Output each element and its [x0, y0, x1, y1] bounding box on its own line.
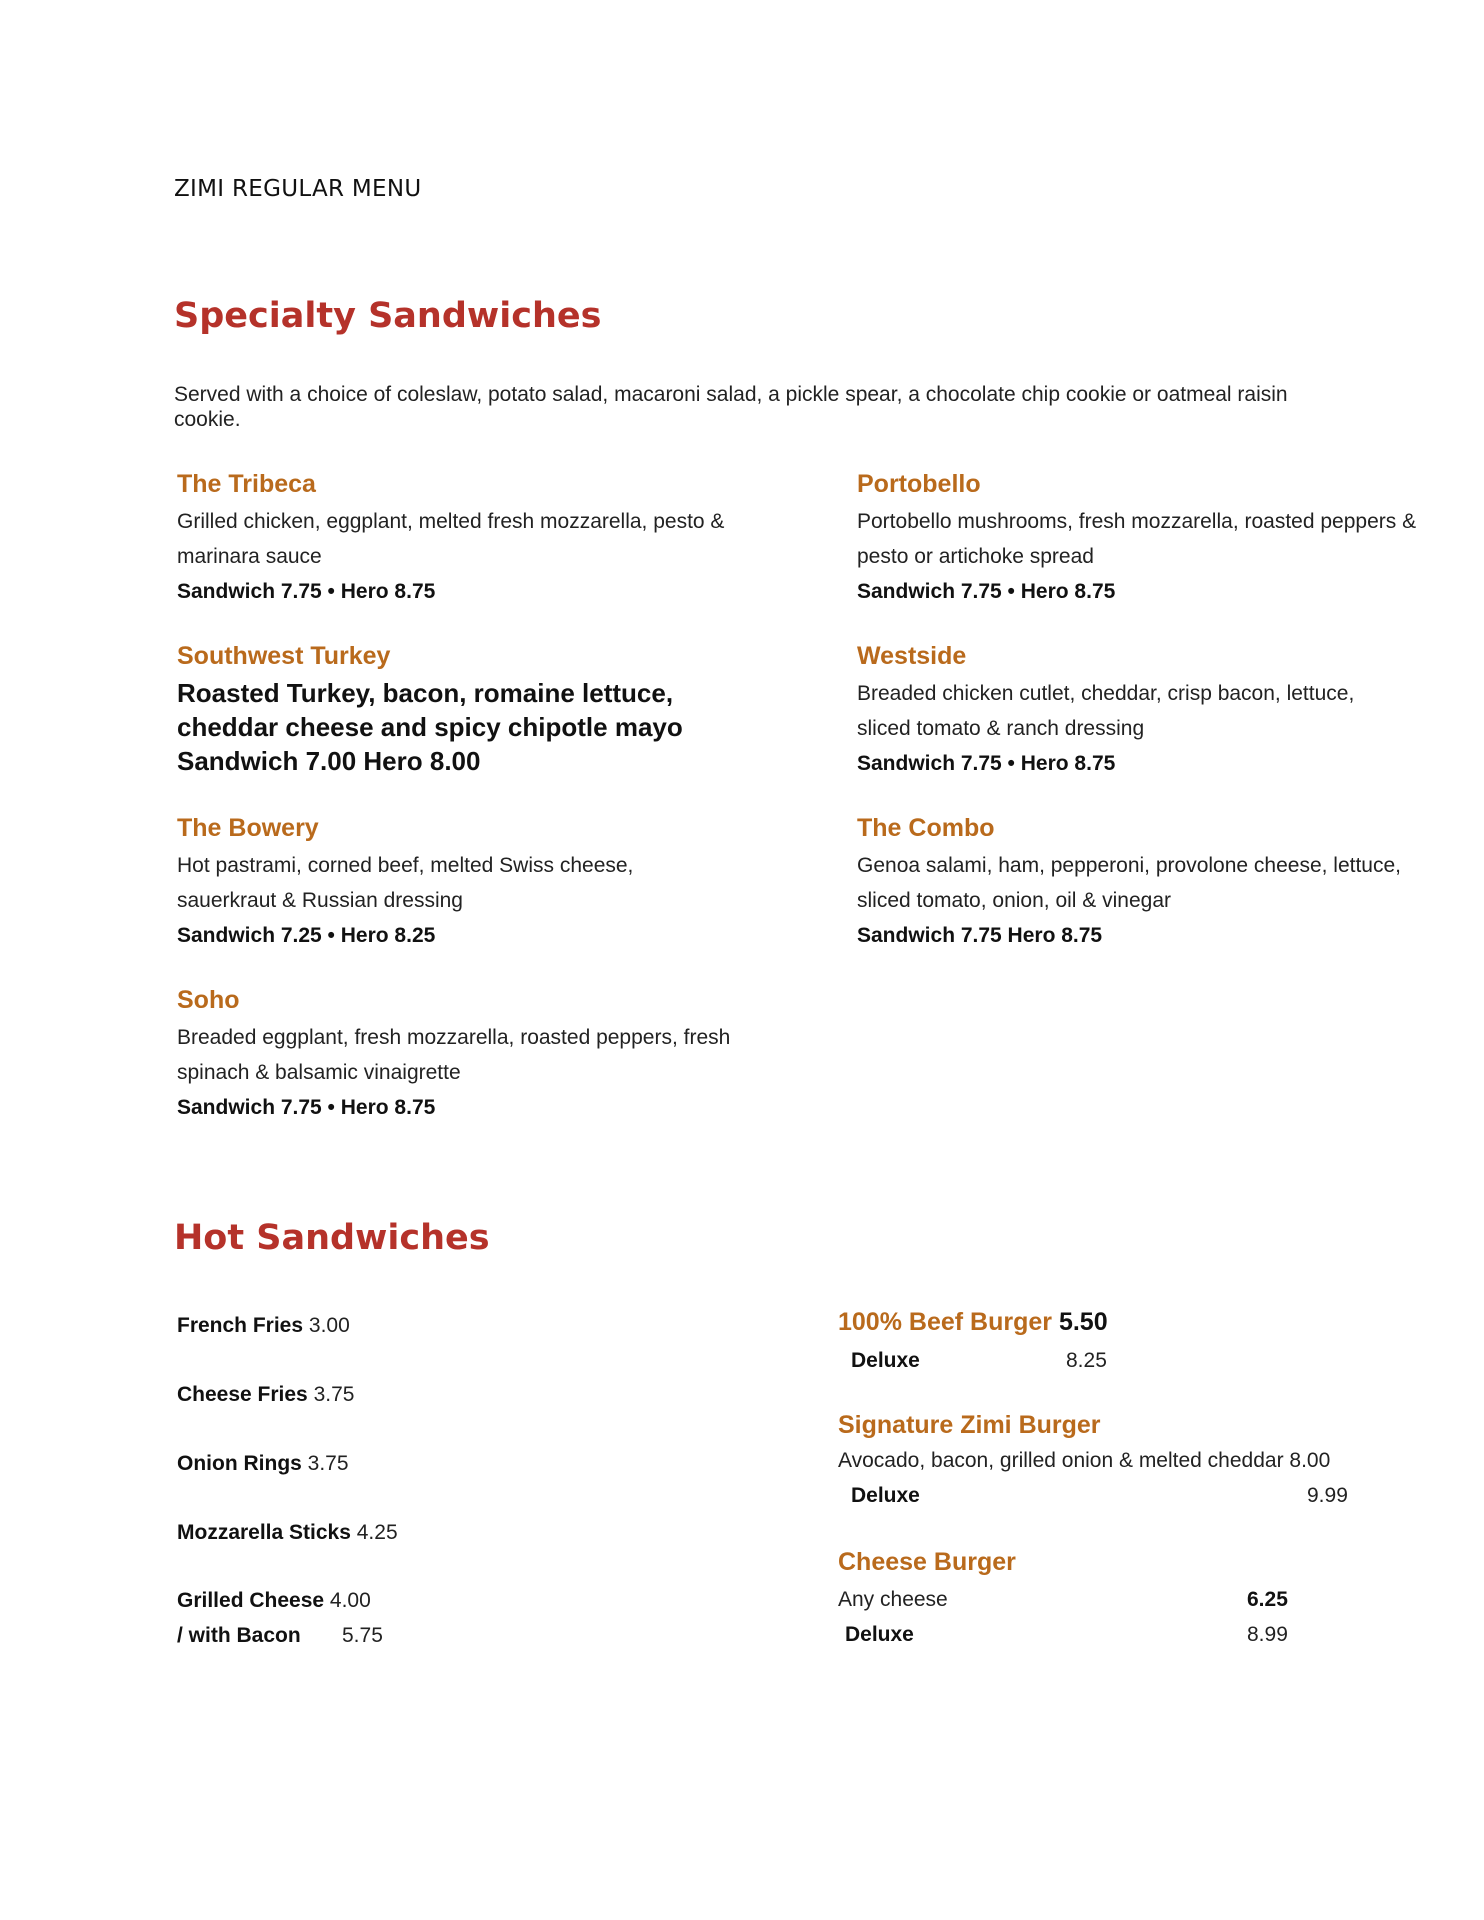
item-price: Sandwich 7.75 • Hero 8.75: [857, 580, 1116, 603]
side-item-name: Mozzarella Sticks: [177, 1521, 351, 1544]
side-item-price: 4.00: [329, 1589, 371, 1612]
side-item-price: 5.75: [342, 1624, 383, 1647]
menu-item-soho: [177, 984, 737, 1125]
side-item-with-bacon: [177, 1621, 383, 1651]
burger-signature-deluxe-label: Deluxe: [851, 1484, 920, 1507]
item-price: Sandwich 7.00 Hero 8.00: [177, 746, 481, 776]
burger-beef-deluxe-price: 8.25: [1066, 1349, 1107, 1372]
menu-item-combo: [857, 812, 1417, 953]
item-price: Sandwich 7.25 • Hero 8.25: [177, 924, 436, 947]
item-title: Soho: [177, 986, 240, 1014]
page-label: ZIMI REGULAR MENU: [174, 176, 422, 202]
burger-name: Cheese Burger: [838, 1548, 1016, 1576]
menu-item-bowery: [177, 812, 737, 953]
menu-item-southwest-turkey: [177, 640, 717, 778]
item-description: Grilled chicken, eggplant, melted fresh mozzarella, pesto & marinara sauce: [177, 510, 725, 568]
side-item-price: 3.75: [307, 1452, 349, 1475]
item-title: Southwest Turkey: [177, 642, 391, 670]
burger-cheese-price: 6.25: [1247, 1588, 1288, 1611]
hot-section-title: Hot Sandwiches: [174, 1218, 490, 1258]
side-item-name: Onion Rings: [177, 1452, 302, 1475]
side-item-name: French Fries: [177, 1314, 304, 1337]
menu-item-westside: [857, 640, 1397, 781]
side-item-price: 4.25: [356, 1521, 398, 1544]
side-item-grilled-cheese: [177, 1586, 371, 1616]
side-item-name: / with Bacon: [177, 1624, 301, 1647]
item-title: The Bowery: [177, 814, 319, 842]
side-item-mozzarella-sticks: [177, 1518, 398, 1548]
side-item-name: Cheese Fries: [177, 1383, 308, 1406]
menu-item-tribeca: [177, 468, 737, 609]
menu-item-portobello: [857, 468, 1417, 609]
side-item-onion-rings: [177, 1449, 349, 1479]
item-price: Sandwich 7.75 • Hero 8.75: [177, 1096, 436, 1119]
burger-signature: [838, 1409, 1101, 1441]
burger-beef-deluxe-label: Deluxe: [851, 1349, 920, 1372]
burger-signature-desc: Avocado, bacon, grilled onion & melted cheddar 8.00: [838, 1449, 1331, 1472]
specialty-section-title: Specialty Sandwiches: [174, 296, 602, 336]
side-item-price: 3.75: [313, 1383, 355, 1406]
item-title: Portobello: [857, 470, 981, 498]
burger-price: 5.50: [1058, 1308, 1108, 1336]
burger-cheese: [838, 1546, 1016, 1578]
burger-name: Signature Zimi Burger: [838, 1411, 1101, 1439]
item-title: The Tribeca: [177, 470, 316, 498]
side-item-name: Grilled Cheese: [177, 1589, 325, 1612]
specialty-intro: Served with a choice of coleslaw, potato salad, macaroni salad, a pickle spear, a chocolate chip cookie or oatmeal raisin cookie.: [174, 383, 1288, 431]
item-price: Sandwich 7.75 Hero 8.75: [857, 924, 1103, 947]
side-item-french-fries: [177, 1311, 350, 1341]
item-description: Breaded chicken cutlet, cheddar, crisp bacon, lettuce, sliced tomato & ranch dressing: [857, 682, 1355, 740]
burger-name: 100% Beef Burger: [838, 1308, 1052, 1336]
item-description: Genoa salami, ham, pepperoni, provolone cheese, lettuce, sliced tomato, onion, oil & vinegar: [857, 854, 1402, 912]
item-description: Roasted Turkey, bacon, romaine lettuce, cheddar cheese and spicy chipotle mayo: [177, 678, 683, 742]
side-item-cheese-fries: [177, 1380, 354, 1410]
burger-cheese-desc: Any cheese: [838, 1588, 948, 1611]
burger-cheese-deluxe-price: 8.99: [1247, 1623, 1288, 1646]
side-item-price: 3.00: [308, 1314, 350, 1337]
item-title: Westside: [857, 642, 967, 670]
item-title: The Combo: [857, 814, 995, 842]
item-price: Sandwich 7.75 • Hero 8.75: [857, 752, 1116, 775]
item-price: Sandwich 7.75 • Hero 8.75: [177, 580, 436, 603]
burger-cheese-deluxe-label: Deluxe: [845, 1623, 914, 1646]
burger-beef: [838, 1306, 1108, 1338]
item-description: Portobello mushrooms, fresh mozzarella, roasted peppers & pesto or artichoke spread: [857, 510, 1417, 568]
item-description: Hot pastrami, corned beef, melted Swiss cheese, sauerkraut & Russian dressing: [177, 854, 634, 912]
burger-signature-deluxe-price: 9.99: [1307, 1484, 1348, 1507]
item-description: Breaded eggplant, fresh mozzarella, roasted peppers, fresh spinach & balsamic vinaigrette: [177, 1026, 731, 1084]
